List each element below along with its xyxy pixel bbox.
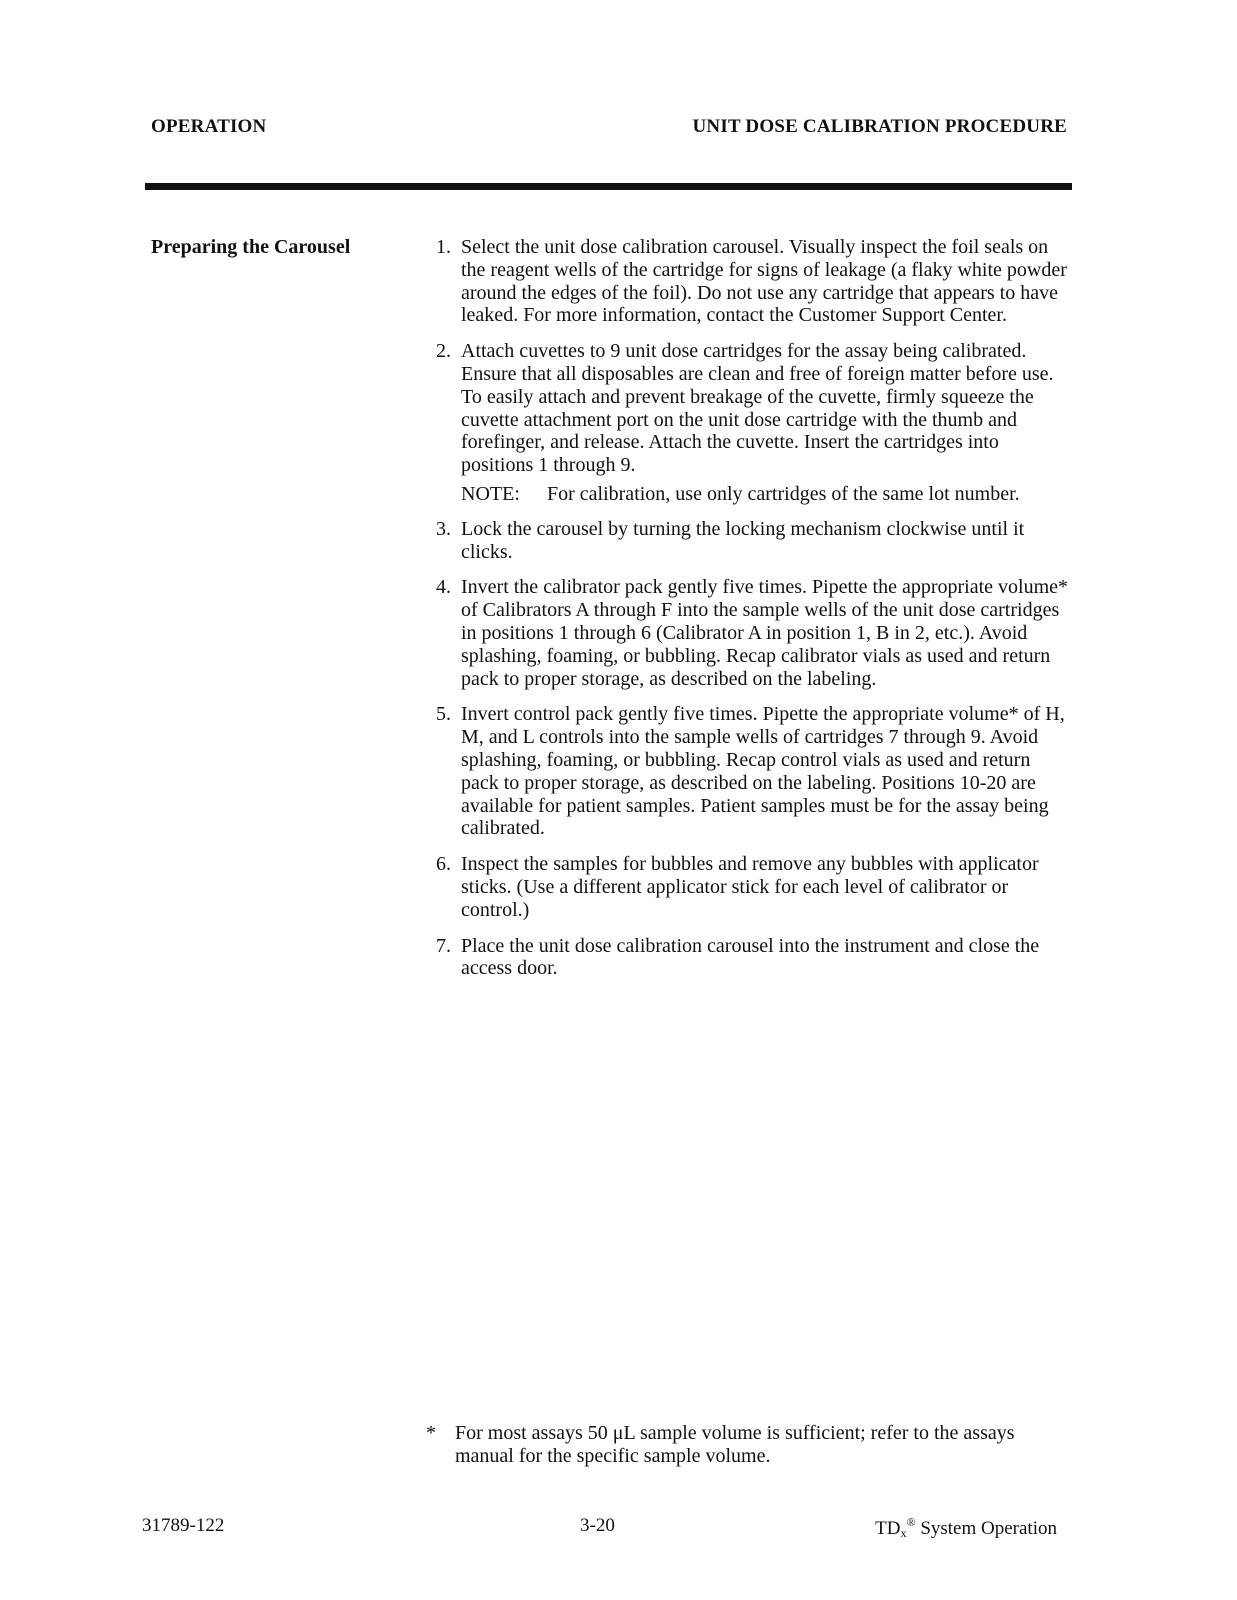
- step-number: 7.: [436, 934, 451, 957]
- step-item: [432, 853, 1072, 921]
- step-text: Select the unit dose calibration carousel. Visually inspect the foil seals on the reagent wells of the cartridge for signs of leakage (a flaky white powder around the edges of the foil). Do not use any cartridge that appears to have leaked. For more information, contact the Customer Support Center.: [461, 236, 1067, 327]
- step-item: [432, 340, 1072, 477]
- manual-title-tail: System Operation: [915, 1518, 1057, 1539]
- step-number: 3.: [436, 517, 451, 540]
- registered-mark: ®: [906, 1515, 916, 1529]
- step-text: Inspect the samples for bubbles and remove any bubbles with applicator sticks. (Use a different applicator stick for each level of calibrator or control.): [461, 853, 1039, 921]
- manual-title-subscript: x: [900, 1526, 907, 1540]
- procedure-steps: [432, 236, 1072, 993]
- step-item: [432, 236, 1072, 327]
- manual-title-main: TD: [875, 1518, 901, 1539]
- page-number: 3-20: [580, 1515, 615, 1536]
- step-text: Place the unit dose calibration carousel into the instrument and close the access door.: [461, 934, 1040, 980]
- step-text: Lock the carousel by turning the locking mechanism clockwise until it clicks.: [461, 517, 1025, 563]
- footnote-mark: *: [426, 1422, 436, 1444]
- step-text: Attach cuvettes to 9 unit dose cartridges for the assay being calibrated. Ensure that all disposables are clean and free of foreign matter before use. To easily attach and prevent breakage of the cuvette, firmly squeeze the cuvette attachment port on the unit dose cartridge with the thumb and forefinger, and release. Attach the cuvette. Insert the cartridges into positions 1 through 9.: [461, 340, 1054, 477]
- step-number: 1.: [436, 236, 451, 258]
- step-text: Invert control pack gently five times. Pipette the appropriate volume* of H, M, and L controls into the sample wells of cartridges 7 through 9. Avoid splashing, foaming, or bubbling. Recap control vials as used and return pack to proper storage, as described on the labeling. Positions 10-20 are available for patient samples. Patient samples must be for the assay being calibrated.: [461, 703, 1065, 840]
- step-number: 6.: [436, 853, 451, 876]
- section-title: Preparing the Carousel: [151, 236, 351, 258]
- step-item: [432, 576, 1072, 690]
- header-page-topic: UNIT DOSE CALIBRATION PROCEDURE: [692, 116, 1067, 137]
- header-section-label: OPERATION: [151, 116, 267, 137]
- step-number: 5.: [436, 703, 451, 726]
- note: [461, 483, 1072, 506]
- manual-title: [875, 1515, 1057, 1541]
- step-item: [432, 935, 1072, 981]
- footnote-text: For most assays 50 μL sample volume is sufficient; refer to the assays manual for the specific sample volume.: [455, 1422, 1015, 1467]
- step-text: Invert the calibrator pack gently five times. Pipette the appropriate volume* of Calibrators A through F into the sample wells of the unit dose cartridges in positions 1 through 6 (Calibrator A in position 1, B in 2, etc.). Avoid splashing, foaming, or bubbling. Recap calibrator vials as used and return pack to proper storage, as described on the labeling.: [461, 576, 1069, 690]
- note-text: For calibration, use only cartridges of the same lot number.: [547, 482, 1020, 505]
- step-number: 4.: [436, 576, 451, 599]
- document-number: 31789-122: [142, 1515, 225, 1536]
- step-number: 2.: [436, 340, 451, 363]
- note-label: NOTE:: [461, 482, 520, 505]
- footnote: [426, 1422, 1066, 1468]
- step-item: [432, 518, 1072, 564]
- step-item: [432, 703, 1072, 840]
- header-divider: [145, 183, 1072, 190]
